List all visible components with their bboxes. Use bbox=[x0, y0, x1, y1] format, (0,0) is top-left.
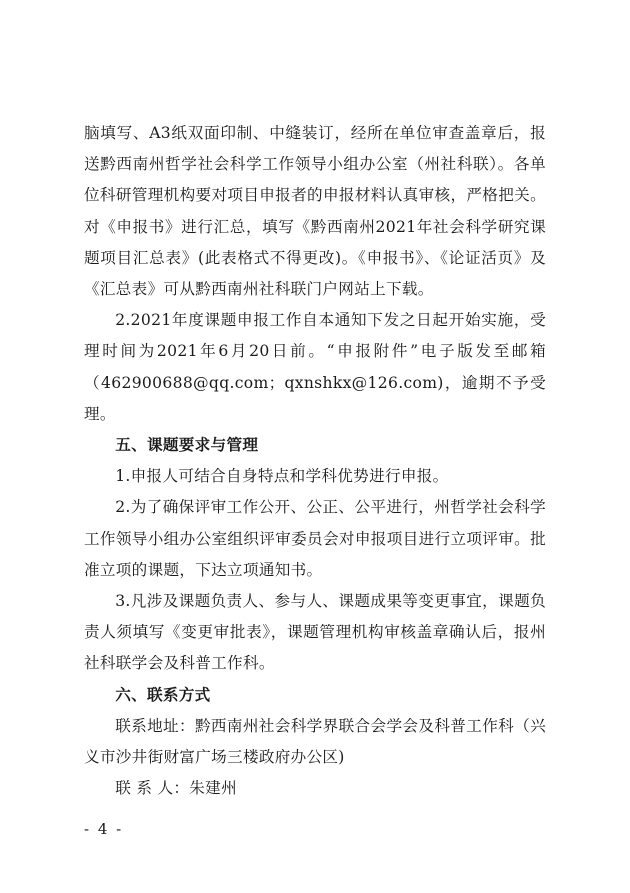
paragraph-requirement-1: 1.申报人可结合自身特点和学科优势进行申报。 bbox=[115, 467, 449, 486]
section-heading-requirements: 五、课题要求与管理 bbox=[115, 436, 259, 455]
section-heading-contact: 六、联系方式 bbox=[115, 685, 211, 704]
paragraph-contact-address: 联系地址：黔西南州社会科学界联合会学会及科普工作科（兴义市沙井街财富广场三楼政府办公区) bbox=[84, 716, 546, 767]
paragraph-requirement-3: 3.凡涉及课题负责人、参与人、课题成果等变更事宜，课题负责人须填写《变更审批表》，课题管理机构审核盖章确认后，报州社科联学会及科普工作科。 bbox=[84, 592, 546, 673]
paragraph-application-period: 2.2021年度课题申报工作自本通知下发之日起开始实施，受理时间为2021年6月20日前。“申报附件”电子版发至邮箱（462900688@qq.com；qxnshkx@126.com)，逾期不予受理。 bbox=[84, 311, 546, 423]
paragraph-submission-requirements: 脑填写、A3纸双面印制、中缝装订，经所在单位审查盖章后，报送黔西南州哲学社会科学工作领导小组办公室（州社科联）。各单位科研管理机构要对项目申报者的申报材料认真审核，严格把关。对《申报书》进行汇总，填写《黔西南州2021年社会科学研究课题项目汇总表》(此表格式不得更改)。《申报书》、《论证活页》及《汇总表》可从黔西南州社科联门户网站上下载。 bbox=[84, 124, 546, 299]
paragraph-requirement-2: 2.为了确保评审工作公开、公正、公平进行，州哲学社会科学工作领导小组办公室组织评审委员会对申报项目进行立项评审。批准立项的课题，下达立项通知书。 bbox=[84, 498, 546, 579]
page-number: - 4 - bbox=[84, 820, 124, 838]
paragraph-contact-person: 联 系 人：朱建州 bbox=[115, 779, 237, 798]
document-body bbox=[84, 118, 546, 804]
